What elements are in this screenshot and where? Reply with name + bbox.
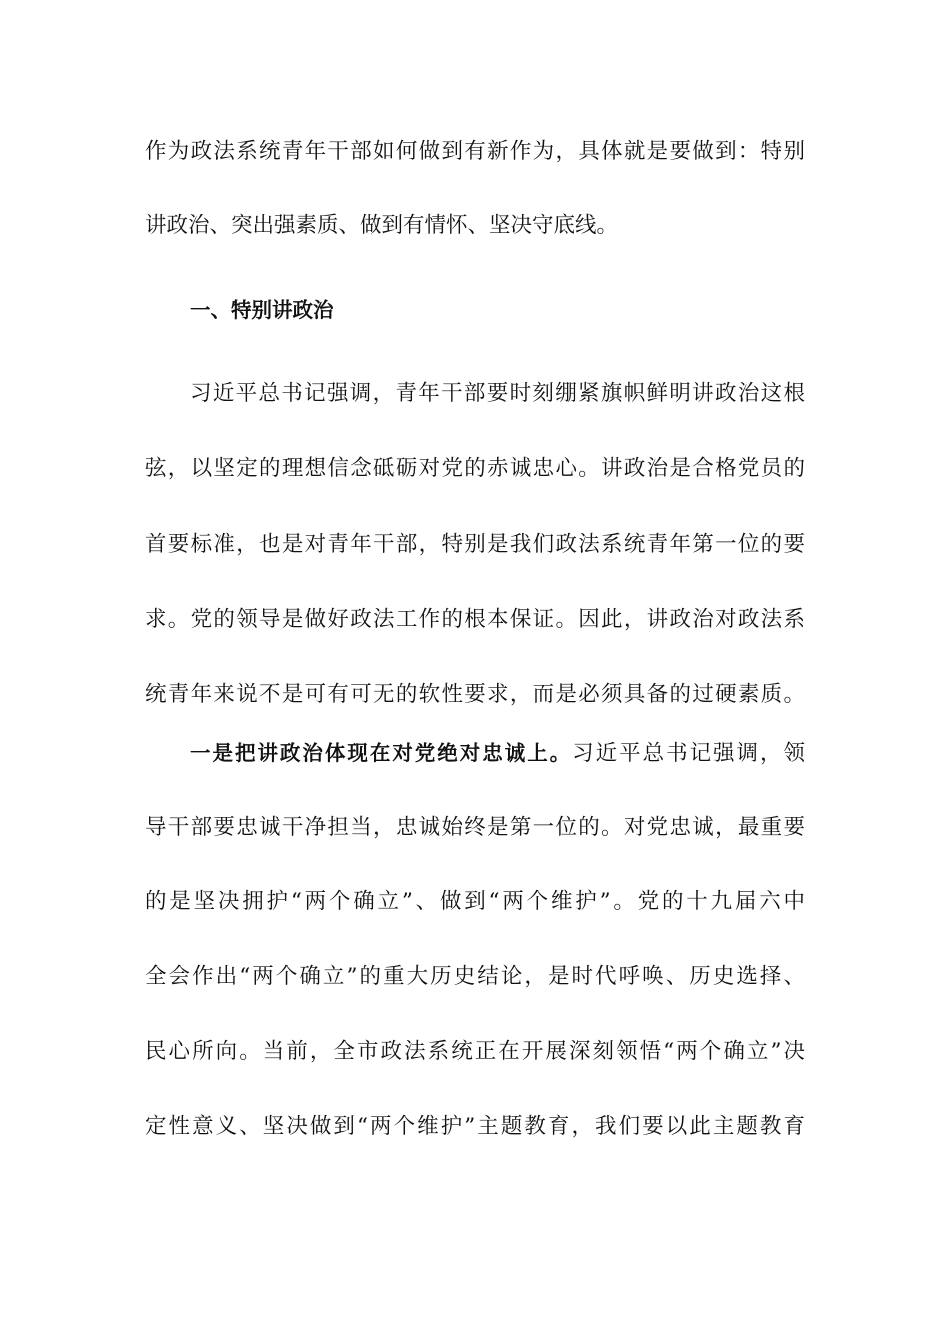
paragraph-2-line-2: 导干部要忠诚干净担当，忠诚始终是第一位的。对党忠诚，最重要 bbox=[145, 815, 805, 840]
intro-line-1: 作为政法系统青年干部如何做到有新作为，具体就是要做到：特别 bbox=[145, 139, 805, 164]
paragraph-1-line-1: 习近平总书记强调，青年干部要时刻绷紧旗帜鲜明讲政治这根 bbox=[190, 381, 805, 406]
section-heading: 一、特别讲政治 bbox=[190, 298, 334, 322]
paragraph-2-line-1-rest: 习近平总书记强调，领 bbox=[572, 741, 805, 766]
paragraph-2-line-5: 民心所向。当前，全市政法系统正在开展深刻领悟“两个确立”决 bbox=[145, 1039, 805, 1064]
paragraph-2-line-1 bbox=[190, 733, 805, 773]
paragraph-1-line-2: 弦，以坚定的理想信念砥砺对党的赤诚忠心。讲政治是合格党员的 bbox=[145, 456, 805, 481]
paragraph-2-line-3: 的是坚决拥护“两个确立”、做到“两个维护”。党的十九届六中 bbox=[145, 889, 805, 914]
paragraph-2-line-4: 全会作出“两个确立”的重大历史结论，是时代呼唤、历史选择、 bbox=[145, 964, 805, 989]
paragraph-1-line-5: 统青年来说不是可有可无的软性要求，而是必须具备的过硬素质。 bbox=[145, 682, 805, 707]
intro-line-2: 讲政治、突出强素质、做到有情怀、坚决守底线。 bbox=[145, 213, 619, 238]
paragraph-2-line-6: 定性意义、坚决做到“两个维护”主题教育，我们要以此主题教育 bbox=[145, 1114, 805, 1139]
paragraph-1-line-3: 首要标准，也是对青年干部，特别是我们政法系统青年第一位的要 bbox=[145, 532, 805, 557]
paragraph-2-bold-lead: 一是把讲政治体现在对党绝对忠诚上。 bbox=[190, 741, 573, 765]
paragraph-1-line-4: 求。党的领导是做好政法工作的根本保证。因此，讲政治对政法系 bbox=[145, 607, 805, 632]
